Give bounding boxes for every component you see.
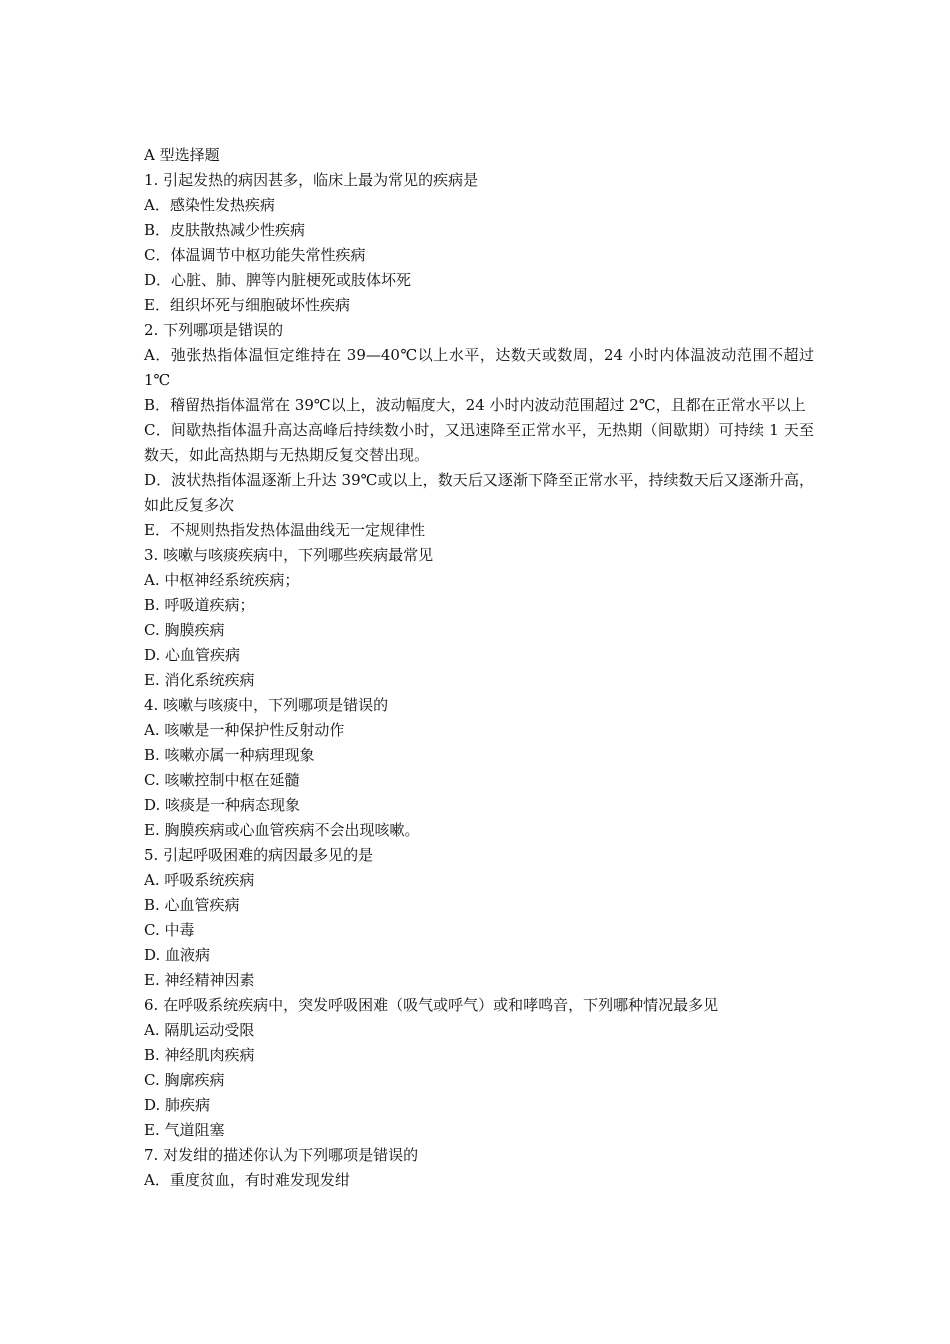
question-stem: 1. 引起发热的病因甚多，临床上最为常见的疾病是 — [144, 171, 479, 189]
option-item: B. 神经肌肉疾病 — [144, 1046, 255, 1064]
document-page — [144, 143, 814, 1193]
option-item: B. 心血管疾病 — [144, 896, 240, 914]
option-item: D. 肺疾病 — [144, 1096, 211, 1114]
option-item: A．重度贫血，有时难发现发绀 — [144, 1171, 350, 1189]
option-item: A. 中枢神经系统疾病； — [144, 571, 300, 589]
option-item: A. 呼吸系统疾病 — [144, 871, 255, 889]
option-item: C．体温调节中枢功能失常性疾病 — [144, 246, 366, 264]
option-item: A．弛张热指体温恒定维持在 39—40℃以上水平，达数天或数周，24 小时内体温波动范围不超过 1℃ — [144, 346, 814, 389]
option-item: C．间歇热指体温升高达高峰后持续数小时，又迅速降至正常水平，无热期（间歇期）可持续 1 天至数天，如此高热期与无热期反复交替出现。 — [144, 421, 814, 464]
question-stem: 2. 下列哪项是错误的 — [144, 321, 284, 339]
option-item: A. 隔肌运动受限 — [144, 1021, 255, 1039]
question-stem: 7. 对发绀的描述你认为下列哪项是错误的 — [144, 1146, 419, 1164]
option-item: E. 胸膜疾病或心血管疾病不会出现咳嗽。 — [144, 821, 420, 839]
option-item: C. 胸廓疾病 — [144, 1071, 225, 1089]
option-item: E. 气道阻塞 — [144, 1121, 225, 1139]
option-item: E．不规则热指发热体温曲线无一定规律性 — [144, 521, 425, 539]
question-stem: 5. 引起呼吸困难的病因最多见的是 — [144, 846, 374, 864]
option-item: C. 胸膜疾病 — [144, 621, 225, 639]
option-item: B. 咳嗽亦属一种病理现象 — [144, 746, 315, 764]
option-item: B. 呼吸道疾病； — [144, 596, 255, 614]
option-item: D．波状热指体温逐渐上升达 39℃或以上，数天后又逐渐下降至正常水平，持续数天后又逐渐升高，如此反复多次 — [144, 471, 814, 514]
option-item: B．皮肤散热减少性疾病 — [144, 221, 306, 239]
option-item: B．稽留热指体温常在 39℃以上，波动幅度大，24 小时内波动范围超过 2℃，且都在正常水平以上 — [144, 396, 806, 414]
option-item: A．感染性发热疾病 — [144, 196, 275, 214]
option-item: C. 咳嗽控制中枢在延髓 — [144, 771, 300, 789]
question-stem: 6. 在呼吸系统疾病中，突发呼吸困难（吸气或呼气）或和哮鸣音，下列哪种情况最多见 — [144, 996, 719, 1014]
question-stem: 3. 咳嗽与咳痰疾病中，下列哪些疾病最常见 — [144, 546, 434, 564]
question-stem: 4. 咳嗽与咳痰中，下列哪项是错误的 — [144, 696, 389, 714]
option-item: D. 心血管疾病 — [144, 646, 241, 664]
option-item: E．组织坏死与细胞破坏性疾病 — [144, 296, 350, 314]
option-item: D. 血液病 — [144, 946, 211, 964]
option-item: A. 咳嗽是一种保护性反射动作 — [144, 721, 345, 739]
option-item: D．心脏、肺、脾等内脏梗死或肢体坏死 — [144, 271, 412, 289]
section-title: A 型选择题 — [144, 146, 220, 164]
option-item: C. 中毒 — [144, 921, 195, 939]
option-item: E. 神经精神因素 — [144, 971, 255, 989]
option-item: D. 咳痰是一种病态现象 — [144, 796, 301, 814]
option-item: E. 消化系统疾病 — [144, 671, 255, 689]
